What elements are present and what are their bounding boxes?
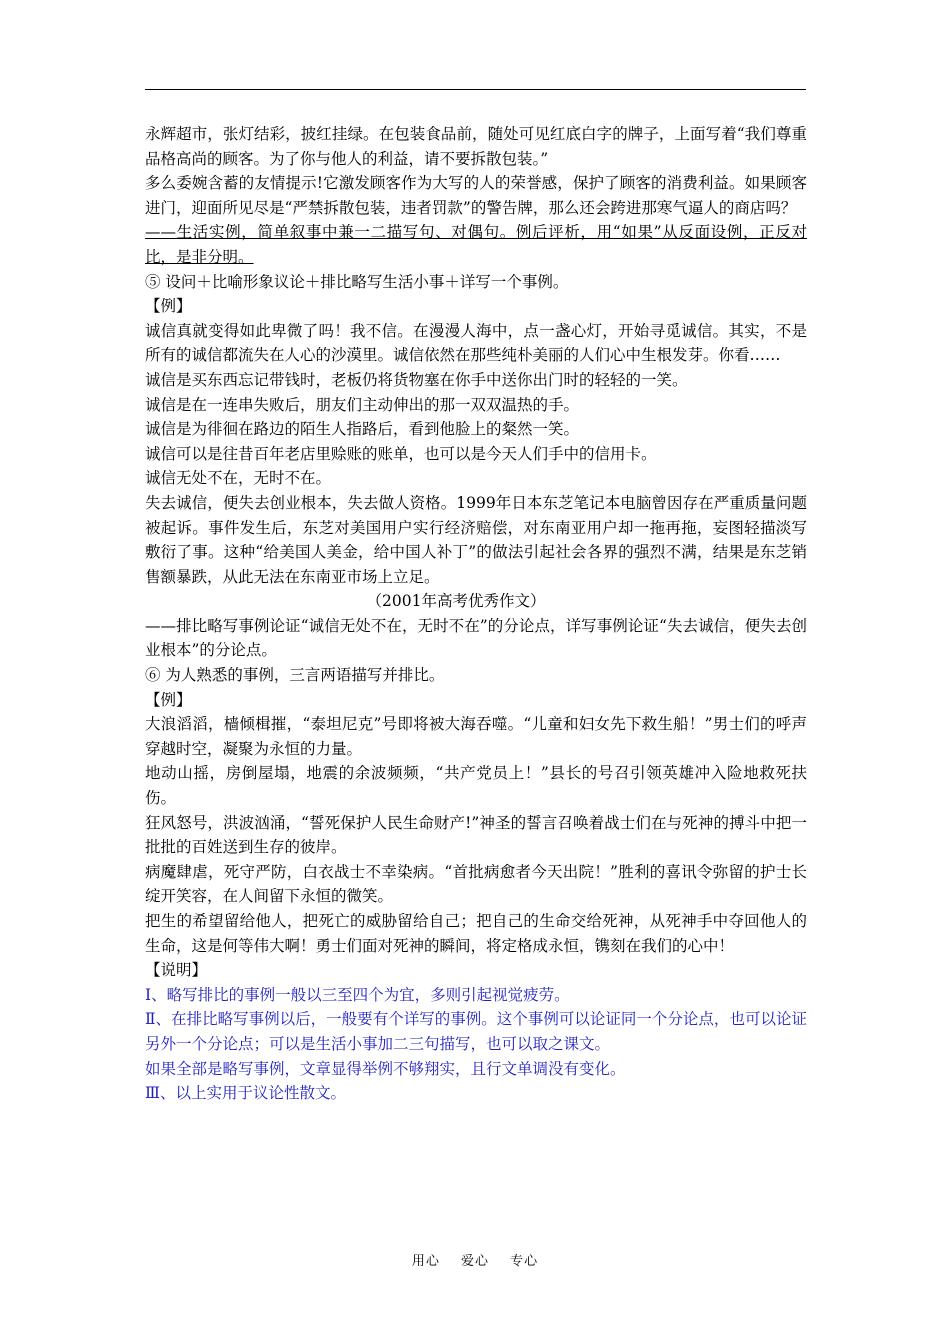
paragraph: 永辉超市，张灯结彩，披红挂绿。在包装食品前，随处可见红底白字的牌子，上面写着“我们尊重品格高尚的顾客。为了你与他人的利益，请不要拆散包装。” [145,125,807,168]
note-paragraph: Ⅱ、在排比略写事例以后，一般要有个详写的事例。这个事例可以论证同一个分论点，也可以论证另外一个分论点；可以是生活小事加二三句描写，也可以取之课文。 [145,1010,807,1053]
source-citation: （2001年高考优秀作文） [366,592,546,611]
footer-word: 爱心 [460,1254,489,1269]
paragraph: 多么委婉含蓄的友情提示!它激发顾客作为大写的人的荣誉感，保护了顾客的消费利益。如果顾客进门，迎面所见尽是“严禁拆散包装，违者罚款”的警告牌，那么还会跨进那寒气逼人的商店吗？ [145,174,807,217]
paragraph: 诚信是买东西忘记带钱时，老板仍将货物塞在你手中送你出门时的轻轻的一笑。 [145,370,688,389]
paragraph: 失去诚信，便失去创业根本，失去做人资格。1999年日本东芝笔记本电脑曾因存在严重质量问题被起诉。事件发生后，东芝对美国用户实行经济赔偿，对东南亚用户却一拖再拖，妄图轻描淡写敷衍了事。这种“给美国人美金，给中国人补丁”的做法引起社会各界的强烈不满，结果是东芝销售额暴跌，从此无法在东南亚市场上立足。 [145,493,807,586]
header-rule [145,89,806,90]
footer-word: 用心 [411,1254,440,1269]
paragraph: 诚信真就变得如此卑微了吗！我不信。在漫漫人海中，点一盏心灯，开始寻觅诚信。其实，不是所有的诚信都流失在人心的沙漠里。诚信依然在那些纯朴美丽的人们心中生根发芽。你看…… [145,321,807,365]
example-label: 【例】 [145,690,192,709]
paragraph: 地动山摇，房倒屋塌，地震的余波频频，“共产党员上！”县长的号召引领英雄冲入险地救死扶伤。 [145,764,807,808]
paragraph: 把生的希望留给他人，把死亡的威胁留给自己；把自己的生命交给死神，从死神手中夺回他人的生命，这是何等伟大啊！勇士们面对死神的瞬间，将定格成永恒，镌刻在我们的心中！ [145,912,807,955]
paragraph: 诚信是在一连串失败后，朋友们主动伸出的那一双双温热的手。 [145,395,580,414]
commentary-paragraph: ——排比略写事例论证“诚信无处不在，无时不在”的分论点，详写事例论证“失去诚信，便失去创业根本”的分论点。 [145,616,807,660]
example-label: 【例】 [145,297,192,316]
note-paragraph: Ⅲ、以上实用于议论性散文。 [145,1084,346,1103]
page-footer [0,1250,950,1269]
commentary-paragraph: ——生活实例，简单叙事中兼一二描写句、对偶句。例后评析，用“如果”从反面设例，正反对比，是非分明。 [145,223,807,266]
document-body [145,122,807,1106]
paragraph: 诚信是为徘徊在路边的陌生人指路后，看到他脸上的粲然一笑。 [145,420,580,439]
section-heading: ⑥ 为人熟悉的事例，三言两语描写并排比。 [145,666,445,685]
note-paragraph: Ⅰ、略写排比的事例一般以三至四个为宜，多则引起视觉疲劳。 [145,985,570,1004]
footer-word: 专心 [510,1254,539,1269]
paragraph: 诚信无处不在，无时不在。 [145,469,332,488]
paragraph: 诚信可以是往昔百年老店里赊账的账单，也可以是今天人们手中的信用卡。 [145,444,657,463]
paragraph: 狂风怒号，洪波汹涌，“誓死保护人民生命财产!”神圣的誓言召唤着战士们在与死神的搏斗中把一批批的百姓送到生存的彼岸。 [145,813,807,857]
paragraph: 大浪滔滔，樯倾楫摧，“泰坦尼克”号即将被大海吞噬。“儿童和妇女先下救生船！”男士们的呼声穿越时空，凝聚为永恒的力量。 [145,715,807,758]
paragraph: 病魔肆虐，死守严防，白衣战士不幸染病。“首批病愈者今天出院！”胜利的喜讯令弥留的护士长绽开笑容，在人间留下永恒的微笑。 [145,862,807,906]
section-heading: ⑤ 设问＋比喻形象议论＋排比略写生活小事＋详写一个事例。 [145,272,569,291]
explanation-label: 【说明】 [145,961,208,980]
note-paragraph: 如果全部是略写事例，文章显得举例不够翔实，且行文单调没有变化。 [145,1059,626,1078]
